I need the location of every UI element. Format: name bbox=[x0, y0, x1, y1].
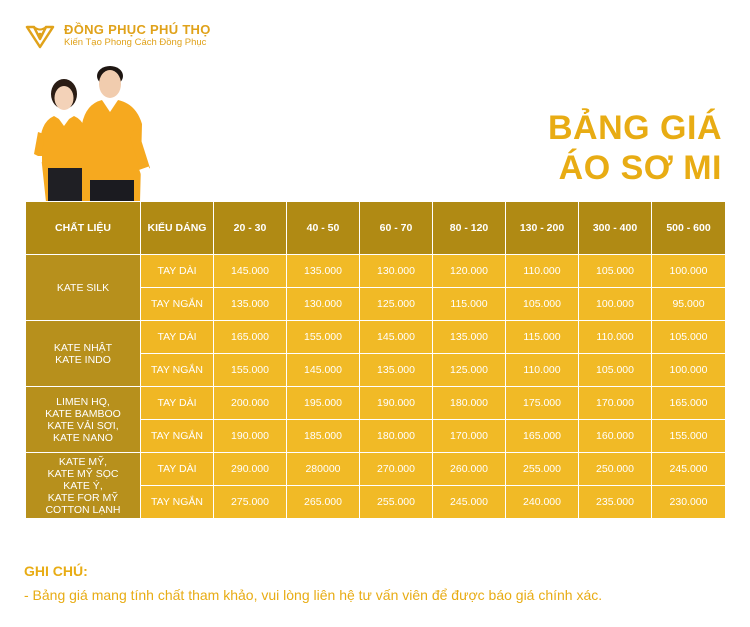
style-cell: TAY NGẮN bbox=[141, 354, 214, 387]
note-text: - Bảng giá mang tính chất tham khảo, vui lòng liên hệ tư vấn viên để được báo giá chính xác. bbox=[24, 587, 603, 603]
header-qty-range: 80 - 120 bbox=[433, 202, 506, 255]
price-cell: 255.000 bbox=[506, 453, 579, 486]
header-qty-range: 500 - 600 bbox=[652, 202, 726, 255]
table-row bbox=[26, 255, 726, 288]
price-cell: 100.000 bbox=[579, 288, 652, 321]
header-material: CHẤT LIỆU bbox=[26, 202, 141, 255]
price-cell: 155.000 bbox=[214, 354, 287, 387]
price-cell: 100.000 bbox=[652, 354, 726, 387]
price-cell: 155.000 bbox=[287, 321, 360, 354]
brand-logo-icon bbox=[24, 23, 56, 49]
material-line: KATE NANO bbox=[53, 431, 113, 444]
material-line: KATE SILK bbox=[56, 281, 110, 294]
style-cell: TAY DÀI bbox=[141, 387, 214, 420]
price-cell: 180.000 bbox=[433, 387, 506, 420]
price-cell: 130.000 bbox=[360, 255, 433, 288]
price-cell: 130.000 bbox=[287, 288, 360, 321]
material-cell bbox=[26, 453, 141, 519]
price-cell: 235.000 bbox=[579, 486, 652, 519]
price-cell: 145.000 bbox=[287, 354, 360, 387]
price-cell: 165.000 bbox=[652, 387, 726, 420]
price-cell: 290.000 bbox=[214, 453, 287, 486]
material-line: KATE MỸ SỌC bbox=[47, 467, 119, 480]
style-cell: TAY DÀI bbox=[141, 453, 214, 486]
price-cell: 280000 bbox=[287, 453, 360, 486]
material-line: LIMEN HQ, bbox=[56, 395, 110, 408]
price-cell: 105.000 bbox=[506, 288, 579, 321]
price-cell: 135.000 bbox=[433, 321, 506, 354]
material-line: COTTON LẠNH bbox=[45, 503, 121, 516]
style-cell: TAY DÀI bbox=[141, 255, 214, 288]
material-line: KATE MỸ, bbox=[58, 455, 108, 468]
price-cell: 145.000 bbox=[214, 255, 287, 288]
material-cell bbox=[26, 255, 141, 321]
price-cell: 240.000 bbox=[506, 486, 579, 519]
title-line-2: ÁO SƠ MI bbox=[558, 149, 722, 187]
price-cell: 155.000 bbox=[652, 420, 726, 453]
price-cell: 185.000 bbox=[287, 420, 360, 453]
header-qty-range: 60 - 70 bbox=[360, 202, 433, 255]
table-row bbox=[26, 321, 726, 354]
price-cell: 110.000 bbox=[506, 255, 579, 288]
price-cell: 175.000 bbox=[506, 387, 579, 420]
price-cell: 170.000 bbox=[433, 420, 506, 453]
header-qty-range: 300 - 400 bbox=[579, 202, 652, 255]
price-cell: 100.000 bbox=[652, 255, 726, 288]
price-cell: 200.000 bbox=[214, 387, 287, 420]
material-line: KATE NHẬT bbox=[53, 341, 113, 354]
style-cell: TAY NGẮN bbox=[141, 486, 214, 519]
brand-slogan: Kiến Tạo Phong Cách Đồng Phục bbox=[64, 37, 207, 48]
header-qty-range: 130 - 200 bbox=[506, 202, 579, 255]
price-cell: 125.000 bbox=[433, 354, 506, 387]
price-cell: 245.000 bbox=[652, 453, 726, 486]
price-cell: 135.000 bbox=[214, 288, 287, 321]
price-cell: 110.000 bbox=[579, 321, 652, 354]
price-cell: 170.000 bbox=[579, 387, 652, 420]
models-photo bbox=[24, 58, 164, 202]
header-qty-range: 40 - 50 bbox=[287, 202, 360, 255]
price-cell: 275.000 bbox=[214, 486, 287, 519]
material-line: KATE VẢI SỢI, bbox=[47, 419, 119, 432]
price-cell: 115.000 bbox=[506, 321, 579, 354]
price-cell: 190.000 bbox=[360, 387, 433, 420]
material-cell bbox=[26, 387, 141, 453]
price-cell: 105.000 bbox=[652, 321, 726, 354]
title-line-1: BẢNG GIÁ bbox=[548, 109, 722, 147]
style-cell: TAY NGẮN bbox=[141, 420, 214, 453]
price-cell: 160.000 bbox=[579, 420, 652, 453]
table-header-row bbox=[26, 202, 726, 255]
material-line: KATE Ý, bbox=[63, 479, 103, 492]
material-line: KATE FOR MỸ bbox=[47, 491, 119, 504]
price-cell: 180.000 bbox=[360, 420, 433, 453]
price-cell: 260.000 bbox=[433, 453, 506, 486]
note-section bbox=[24, 562, 602, 604]
price-cell: 105.000 bbox=[579, 255, 652, 288]
price-cell: 165.000 bbox=[214, 321, 287, 354]
price-cell: 195.000 bbox=[287, 387, 360, 420]
brand-name: ĐỒNG PHỤC PHÚ THỌ bbox=[64, 22, 211, 37]
price-cell: 120.000 bbox=[433, 255, 506, 288]
header-style: KIỂU DÁNG bbox=[141, 202, 214, 255]
price-cell: 265.000 bbox=[287, 486, 360, 519]
price-cell: 245.000 bbox=[433, 486, 506, 519]
price-cell: 135.000 bbox=[287, 255, 360, 288]
style-cell: TAY NGẮN bbox=[141, 288, 214, 321]
style-cell: TAY DÀI bbox=[141, 321, 214, 354]
price-cell: 230.000 bbox=[652, 486, 726, 519]
price-table bbox=[25, 201, 726, 519]
material-cell bbox=[26, 321, 141, 387]
material-line: KATE BAMBOO bbox=[45, 407, 121, 420]
brand-header bbox=[24, 22, 211, 49]
price-cell: 165.000 bbox=[506, 420, 579, 453]
price-cell: 125.000 bbox=[360, 288, 433, 321]
price-cell: 270.000 bbox=[360, 453, 433, 486]
table-row bbox=[26, 387, 726, 420]
price-cell: 145.000 bbox=[360, 321, 433, 354]
price-cell: 105.000 bbox=[579, 354, 652, 387]
price-cell: 190.000 bbox=[214, 420, 287, 453]
page-title bbox=[548, 108, 722, 188]
price-cell: 250.000 bbox=[579, 453, 652, 486]
price-cell: 110.000 bbox=[506, 354, 579, 387]
price-cell: 95.000 bbox=[652, 288, 726, 321]
price-cell: 115.000 bbox=[433, 288, 506, 321]
material-line: KATE INDO bbox=[55, 353, 111, 366]
price-cell: 255.000 bbox=[360, 486, 433, 519]
price-cell: 135.000 bbox=[360, 354, 433, 387]
note-heading: GHI CHÚ: bbox=[24, 563, 88, 579]
header-qty-range: 20 - 30 bbox=[214, 202, 287, 255]
table-row bbox=[26, 453, 726, 486]
